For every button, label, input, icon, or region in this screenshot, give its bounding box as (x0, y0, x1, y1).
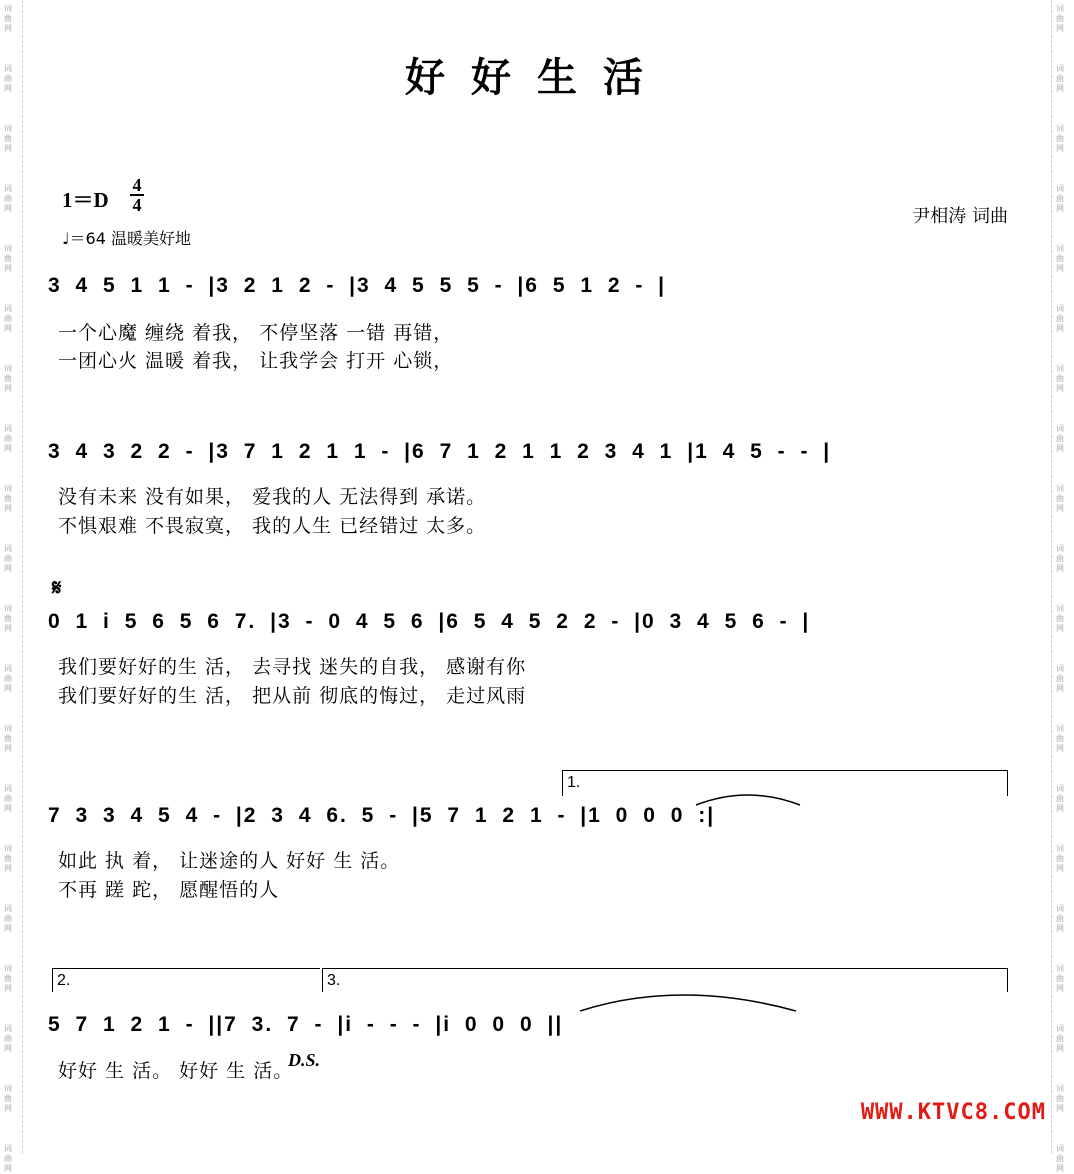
site-watermark: WWW.KTVC8.COM (860, 1100, 1046, 1125)
edge-watermark-mark: 词曲网 (1056, 364, 1064, 393)
segno-sign: 𝄋 (52, 575, 62, 601)
edge-watermark-mark: 词曲网 (4, 724, 12, 753)
edge-watermark-mark: 词曲网 (4, 124, 12, 153)
edge-watermark-mark: 词曲网 (4, 844, 12, 873)
edge-watermark-mark: 词曲网 (1056, 1144, 1064, 1173)
edge-watermark-mark: 词曲网 (4, 664, 12, 693)
edge-watermark-mark: 词曲网 (1056, 904, 1064, 933)
tie-arc (560, 985, 810, 1015)
edge-watermark-mark: 词曲网 (4, 1084, 12, 1113)
edge-watermark-mark: 词曲网 (1056, 544, 1064, 573)
lyrics-row-3-verse-1: 我们要好好的生 活， 去寻找 迷失的自我， 感谢有你 (58, 656, 527, 678)
edge-watermark-mark: 词曲网 (1056, 1084, 1064, 1113)
notation-row-4: 7 3 3 4 5 4 - |2 3 4 6. 5 - |5 7 1 2 1 - |1 0 0 0 :| (48, 804, 716, 827)
edge-watermark-mark: 词曲网 (1056, 304, 1064, 333)
edge-watermark-mark: 词曲网 (1056, 1024, 1064, 1053)
edge-watermark-mark: 词曲网 (4, 64, 12, 93)
edge-watermark-mark: 词曲网 (4, 964, 12, 993)
volta-2-label: 2. (57, 972, 71, 989)
edge-watermark-mark: 词曲网 (4, 424, 12, 453)
volta-3-bracket (322, 968, 1008, 970)
dal-segno-marking: D.S. (288, 1050, 321, 1070)
edge-watermark-mark: 词曲网 (4, 484, 12, 513)
left-edge-watermark (0, 0, 23, 1173)
tempo-marking: ♩＝64 温暖美好地 (62, 229, 191, 248)
lyrics-row-2-verse-2: 不惧艰难 不畏寂寞， 我的人生 已经错过 太多。 (58, 515, 487, 537)
edge-watermark-mark: 词曲网 (4, 904, 12, 933)
author-credit: 尹相涛 词曲 (912, 206, 1008, 227)
edge-watermark-mark: 词曲网 (4, 604, 12, 633)
lyrics-row-1-verse-1: 一个心魔 缠绕 着我， 不停坚落 一错 再错， (58, 322, 454, 344)
time-signature: 4 4 (130, 176, 144, 214)
volta-2-bracket (52, 968, 320, 970)
edge-watermark-mark: 词曲网 (4, 4, 12, 33)
lyrics-row-4-verse-2: 不再 蹉 跎， 愿醒悟的人 (58, 879, 280, 901)
key-signature: 1＝D (62, 188, 109, 212)
lyrics-row-3-verse-2: 我们要好好的生 活， 把从前 彻底的悔过， 走过风雨 (58, 685, 527, 707)
notation-row-1: 3 4 5 1 1 - |3 2 1 2 - |3 4 5 5 5 - |6 5 1 2 - | (48, 274, 667, 297)
notation-row-3: 0 1 i 5 6 5 6 7. |3 - 0 4 5 6 |6 5 4 5 2 2 - |0 3 4 5 6 - | (48, 610, 811, 633)
volta-3-bracket-left (322, 968, 324, 992)
lyrics-row-1-verse-2: 一团心火 温暖 着我， 让我学会 打开 心锁， (58, 350, 454, 372)
volta-1-bracket-left (562, 770, 564, 796)
edge-watermark-mark: 词曲网 (1056, 844, 1064, 873)
volta-2-bracket-left (52, 968, 54, 992)
edge-watermark-mark: 词曲网 (4, 1144, 12, 1173)
tie-arc-row-4 (690, 785, 810, 809)
volta-1-bracket-right (1007, 770, 1009, 796)
lyrics-row-4-verse-1: 如此 执 着， 让迷途的人 好好 生 活。 (58, 850, 401, 872)
edge-watermark-mark: 词曲网 (1056, 604, 1064, 633)
song-title: 好好生活 (405, 54, 669, 101)
volta-3-label: 3. (327, 972, 341, 989)
edge-watermark-mark: 词曲网 (1056, 964, 1064, 993)
edge-watermark-mark: 词曲网 (4, 544, 12, 573)
edge-watermark-mark: 词曲网 (1056, 724, 1064, 753)
edge-watermark-mark: 词曲网 (4, 184, 12, 213)
edge-watermark-mark: 词曲网 (4, 364, 12, 393)
edge-watermark-mark: 词曲网 (1056, 424, 1064, 453)
edge-watermark-mark: 词曲网 (4, 1024, 12, 1053)
edge-watermark-mark: 词曲网 (1056, 4, 1064, 33)
edge-watermark-mark: 词曲网 (4, 784, 12, 813)
notation-row-2: 3 4 3 2 2 - |3 7 1 2 1 1 - |6 7 1 2 1 1 2 3 4 1 |1 4 5 - - | (48, 440, 832, 463)
lyrics-row-2-verse-1: 没有未来 没有如果， 爱我的人 无法得到 承诺。 (58, 486, 487, 508)
edge-watermark-mark: 词曲网 (1056, 124, 1064, 153)
edge-watermark-mark: 词曲网 (4, 244, 12, 273)
volta-1-bracket (562, 770, 1008, 772)
right-edge-watermark (1051, 0, 1074, 1173)
lyrics-row-5: 好好 生 活。 好好 生 活。 (58, 1060, 294, 1082)
volta-1-label: 1. (567, 774, 581, 791)
edge-watermark-mark: 词曲网 (1056, 184, 1064, 213)
edge-watermark-mark: 词曲网 (1056, 784, 1064, 813)
edge-watermark-mark: 词曲网 (1056, 244, 1064, 273)
edge-watermark-mark: 词曲网 (1056, 484, 1064, 513)
notation-row-5: 5 7 1 2 1 - ||7 3. 7 - |i - - - |i 0 0 0 || (48, 1013, 564, 1036)
edge-watermark-mark: 词曲网 (4, 304, 12, 333)
edge-watermark-mark: 词曲网 (1056, 64, 1064, 93)
edge-watermark-mark: 词曲网 (1056, 664, 1064, 693)
volta-3-bracket-right (1007, 968, 1009, 992)
